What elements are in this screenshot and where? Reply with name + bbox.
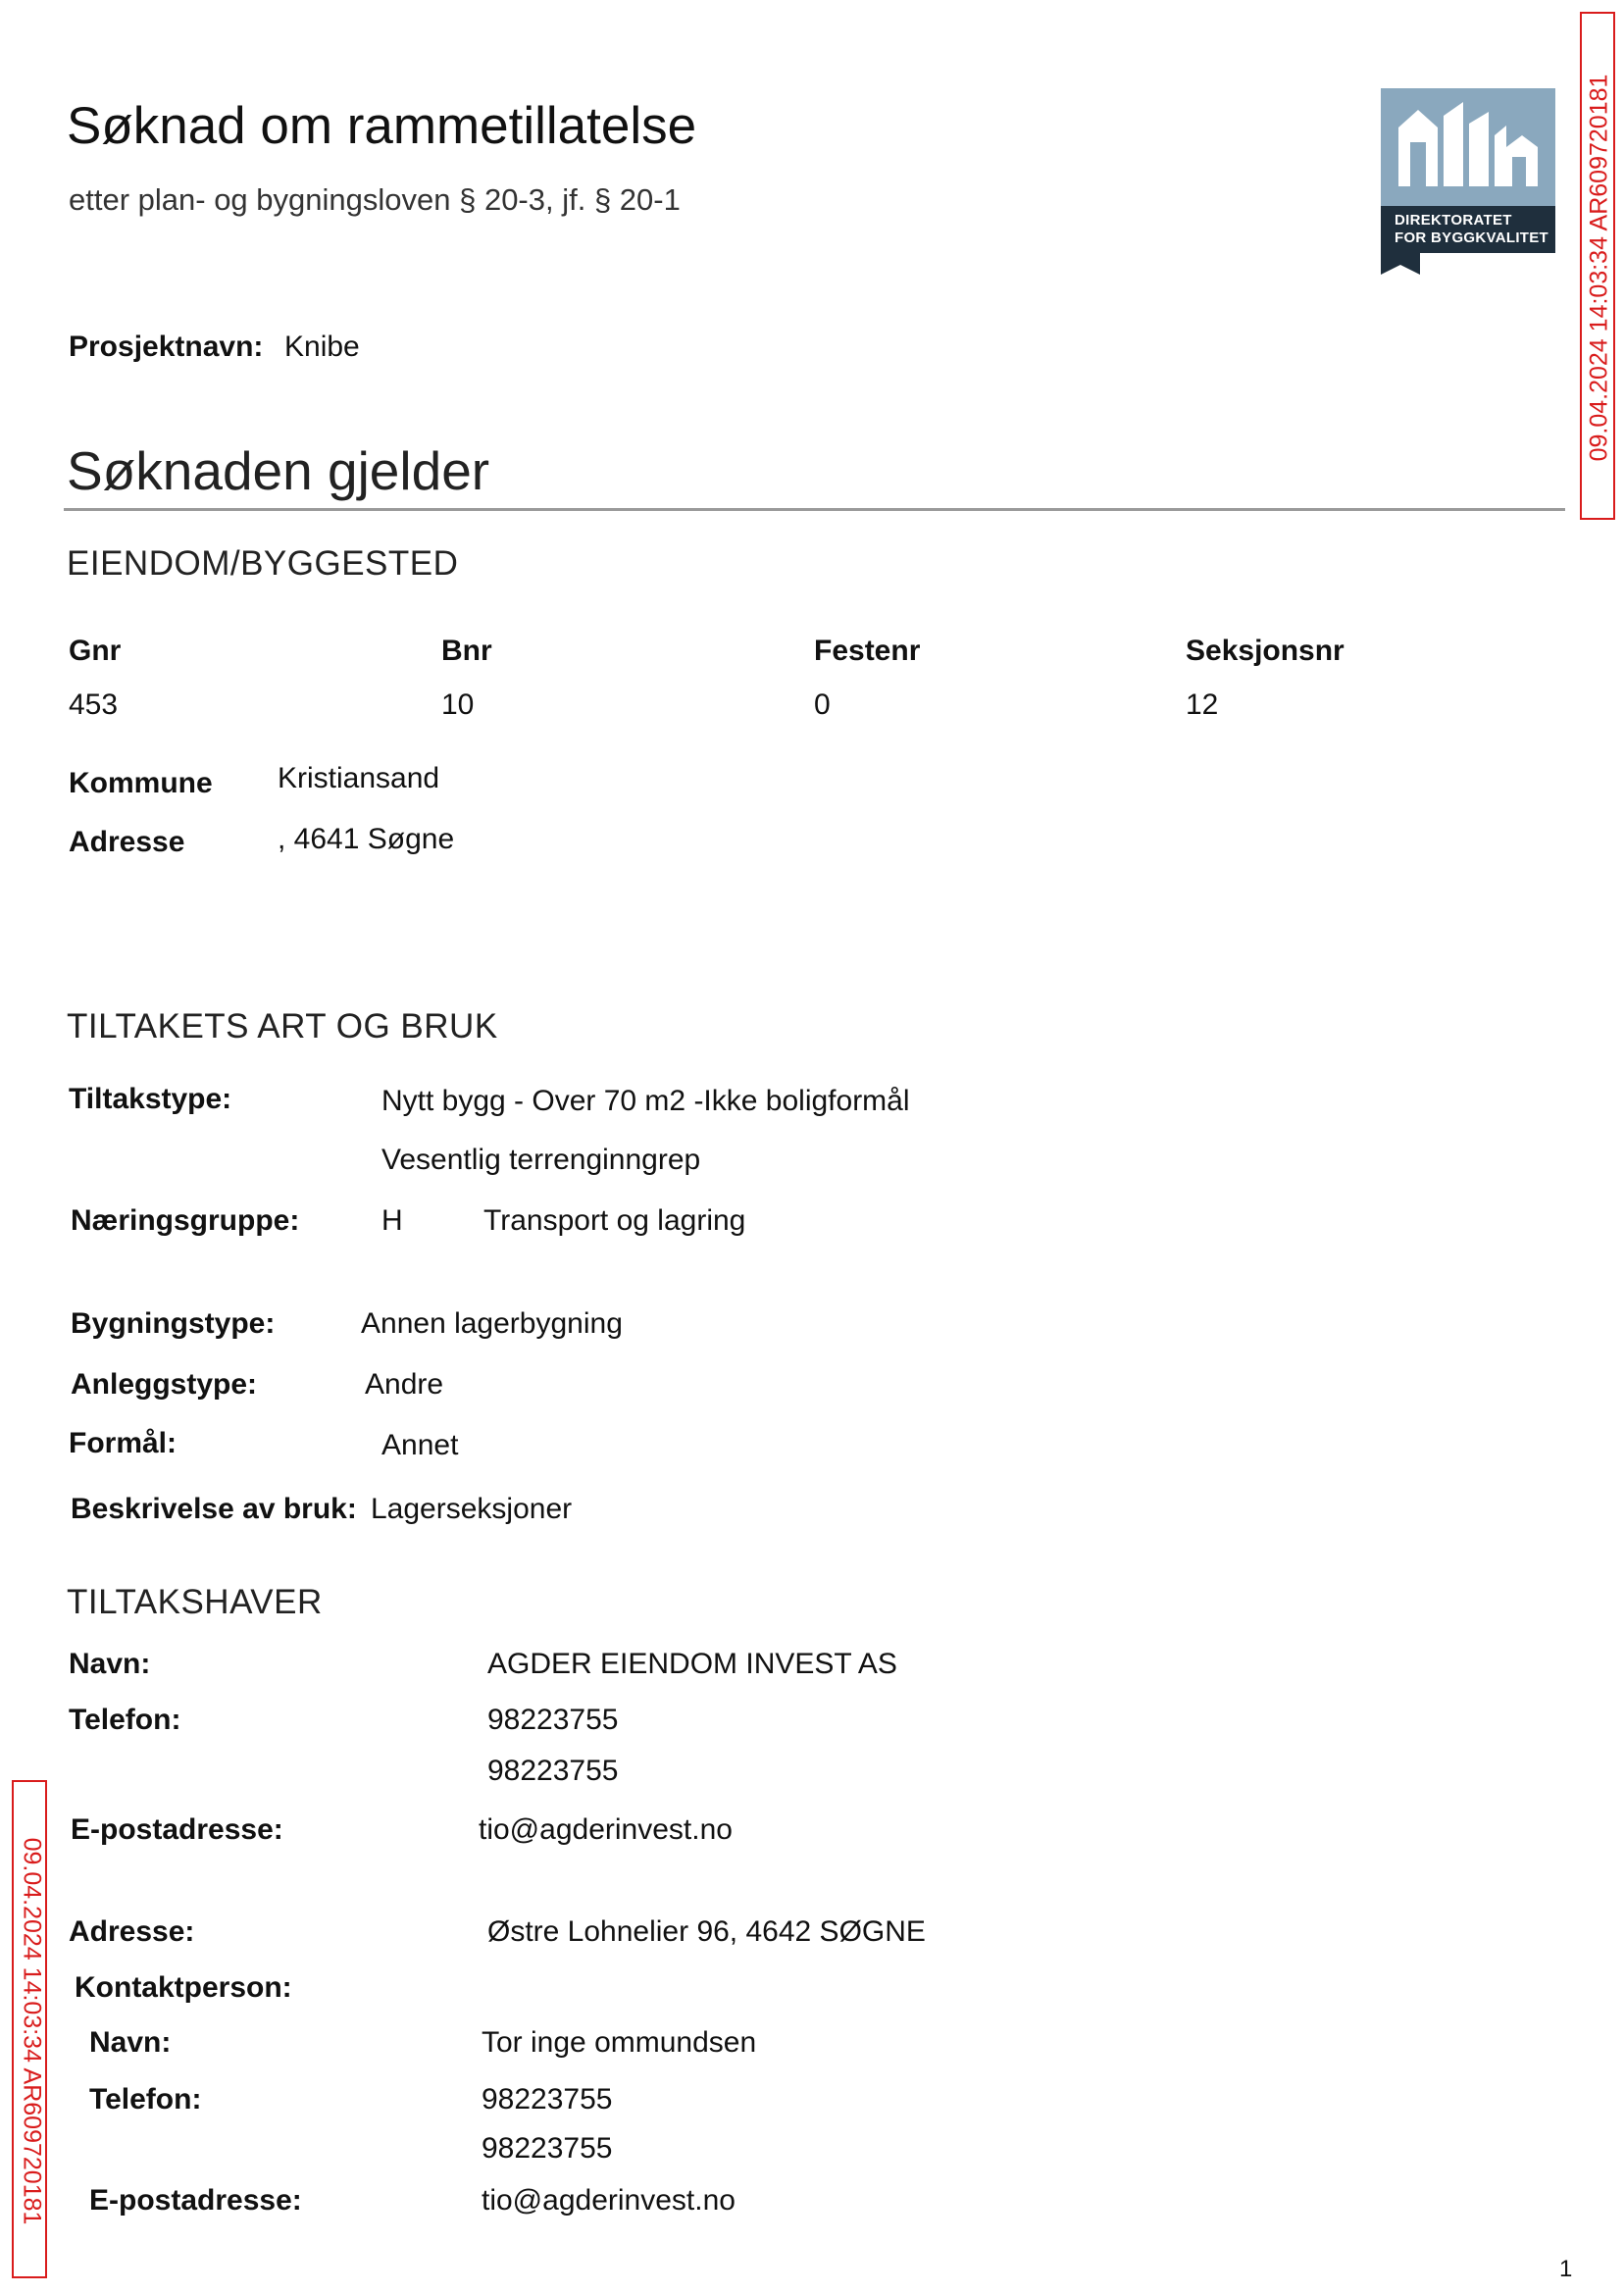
- seksjonsnr-value: 12: [1186, 688, 1219, 721]
- formal-value: Annet: [381, 1429, 459, 1461]
- seksjonsnr-label: Seksjonsnr: [1186, 635, 1345, 667]
- page-number: 1: [1559, 2256, 1573, 2282]
- kommune-value: Kristiansand: [278, 762, 440, 794]
- festenr-value: 0: [814, 688, 831, 721]
- kontakt-epost-value: tio@agderinvest.no: [482, 2184, 736, 2217]
- project-name-value: Knibe: [284, 331, 360, 363]
- tiltakshaver-heading: TILTAKSHAVER: [67, 1583, 323, 1621]
- document-title: Søknad om rammetillatelse: [67, 97, 697, 155]
- formal-label: Formål:: [69, 1427, 178, 1459]
- logo-text-line2: FOR BYGGKVALITET: [1395, 229, 1549, 246]
- tiltakshaver-epost-label: E-postadresse:: [71, 1813, 283, 1846]
- beskrivelse-value: Lagerseksjoner: [371, 1493, 573, 1525]
- section-divider: [64, 508, 1565, 511]
- tiltakstype-value-1: Nytt bygg - Over 70 m2 -Ikke boligformål: [381, 1085, 910, 1117]
- gnr-label: Gnr: [69, 635, 122, 667]
- tiltakshaver-navn-value: AGDER EIENDOM INVEST AS: [487, 1648, 897, 1680]
- document-subtitle: etter plan- og bygningsloven § 20-3, jf. § 20-1: [69, 182, 681, 217]
- right-stamp-text: 09.04.2024 14:03:34 AR609720181: [1585, 74, 1613, 462]
- dibk-logo: [1381, 88, 1555, 275]
- tiltakshaver-telefon-value-2: 98223755: [487, 1755, 619, 1787]
- kontakt-telefon-value-1: 98223755: [482, 2083, 613, 2116]
- tiltakstype-value-2: Vesentlig terrenginngrep: [381, 1144, 701, 1176]
- tiltakshaver-telefon-label: Telefon:: [69, 1704, 181, 1736]
- tiltakshaver-adresse-value: Østre Lohnelier 96, 4642 SØGNE: [487, 1915, 926, 1948]
- anleggstype-value: Andre: [365, 1368, 444, 1401]
- beskrivelse-label: Beskrivelse av bruk:: [71, 1493, 357, 1525]
- naeringsgruppe-label: Næringsgruppe:: [71, 1204, 300, 1237]
- tiltakshaver-adresse-label: Adresse:: [69, 1915, 195, 1948]
- bygningstype-label: Bygningstype:: [71, 1307, 276, 1340]
- adresse-label: Adresse: [69, 826, 185, 858]
- section-title: Søknaden gjelder: [67, 440, 490, 501]
- anleggstype-label: Anleggstype:: [71, 1368, 258, 1401]
- festenr-label: Festenr: [814, 635, 921, 667]
- logo-text-line1: DIREKTORATET: [1395, 212, 1512, 229]
- bygningstype-value: Annen lagerbygning: [361, 1307, 623, 1340]
- kontaktperson-label: Kontaktperson:: [75, 1971, 292, 2004]
- kommune-label: Kommune: [69, 767, 213, 799]
- kontakt-navn-label: Navn:: [89, 2026, 172, 2059]
- bnr-value: 10: [441, 688, 475, 721]
- naeringsgruppe-code: H: [381, 1204, 403, 1237]
- kontakt-telefon-value-2: 98223755: [482, 2132, 613, 2165]
- gnr-value: 453: [69, 688, 119, 721]
- left-receipt-stamp: [12, 1780, 47, 2278]
- tiltakshaver-navn-label: Navn:: [69, 1648, 151, 1680]
- kontakt-epost-label: E-postadresse:: [89, 2184, 302, 2217]
- naeringsgruppe-value: Transport og lagring: [483, 1204, 746, 1237]
- adresse-value: , 4641 Søgne: [278, 823, 455, 855]
- left-stamp-text: 09.04.2024 14:03:34 AR609720181: [18, 1837, 46, 2225]
- tiltakstype-label: Tiltakstype:: [69, 1083, 232, 1115]
- property-heading: EIENDOM/BYGGESTED: [67, 544, 459, 583]
- bnr-label: Bnr: [441, 635, 492, 667]
- tiltakshaver-telefon-value-1: 98223755: [487, 1704, 619, 1736]
- tiltak-heading: TILTAKETS ART OG BRUK: [67, 1007, 498, 1045]
- kontakt-telefon-label: Telefon:: [89, 2083, 202, 2116]
- right-receipt-stamp: [1580, 12, 1615, 520]
- kontakt-navn-value: Tor inge ommundsen: [482, 2026, 757, 2059]
- project-name-label: Prosjektnavn:: [69, 331, 264, 363]
- tiltakshaver-epost-value: tio@agderinvest.no: [479, 1813, 733, 1846]
